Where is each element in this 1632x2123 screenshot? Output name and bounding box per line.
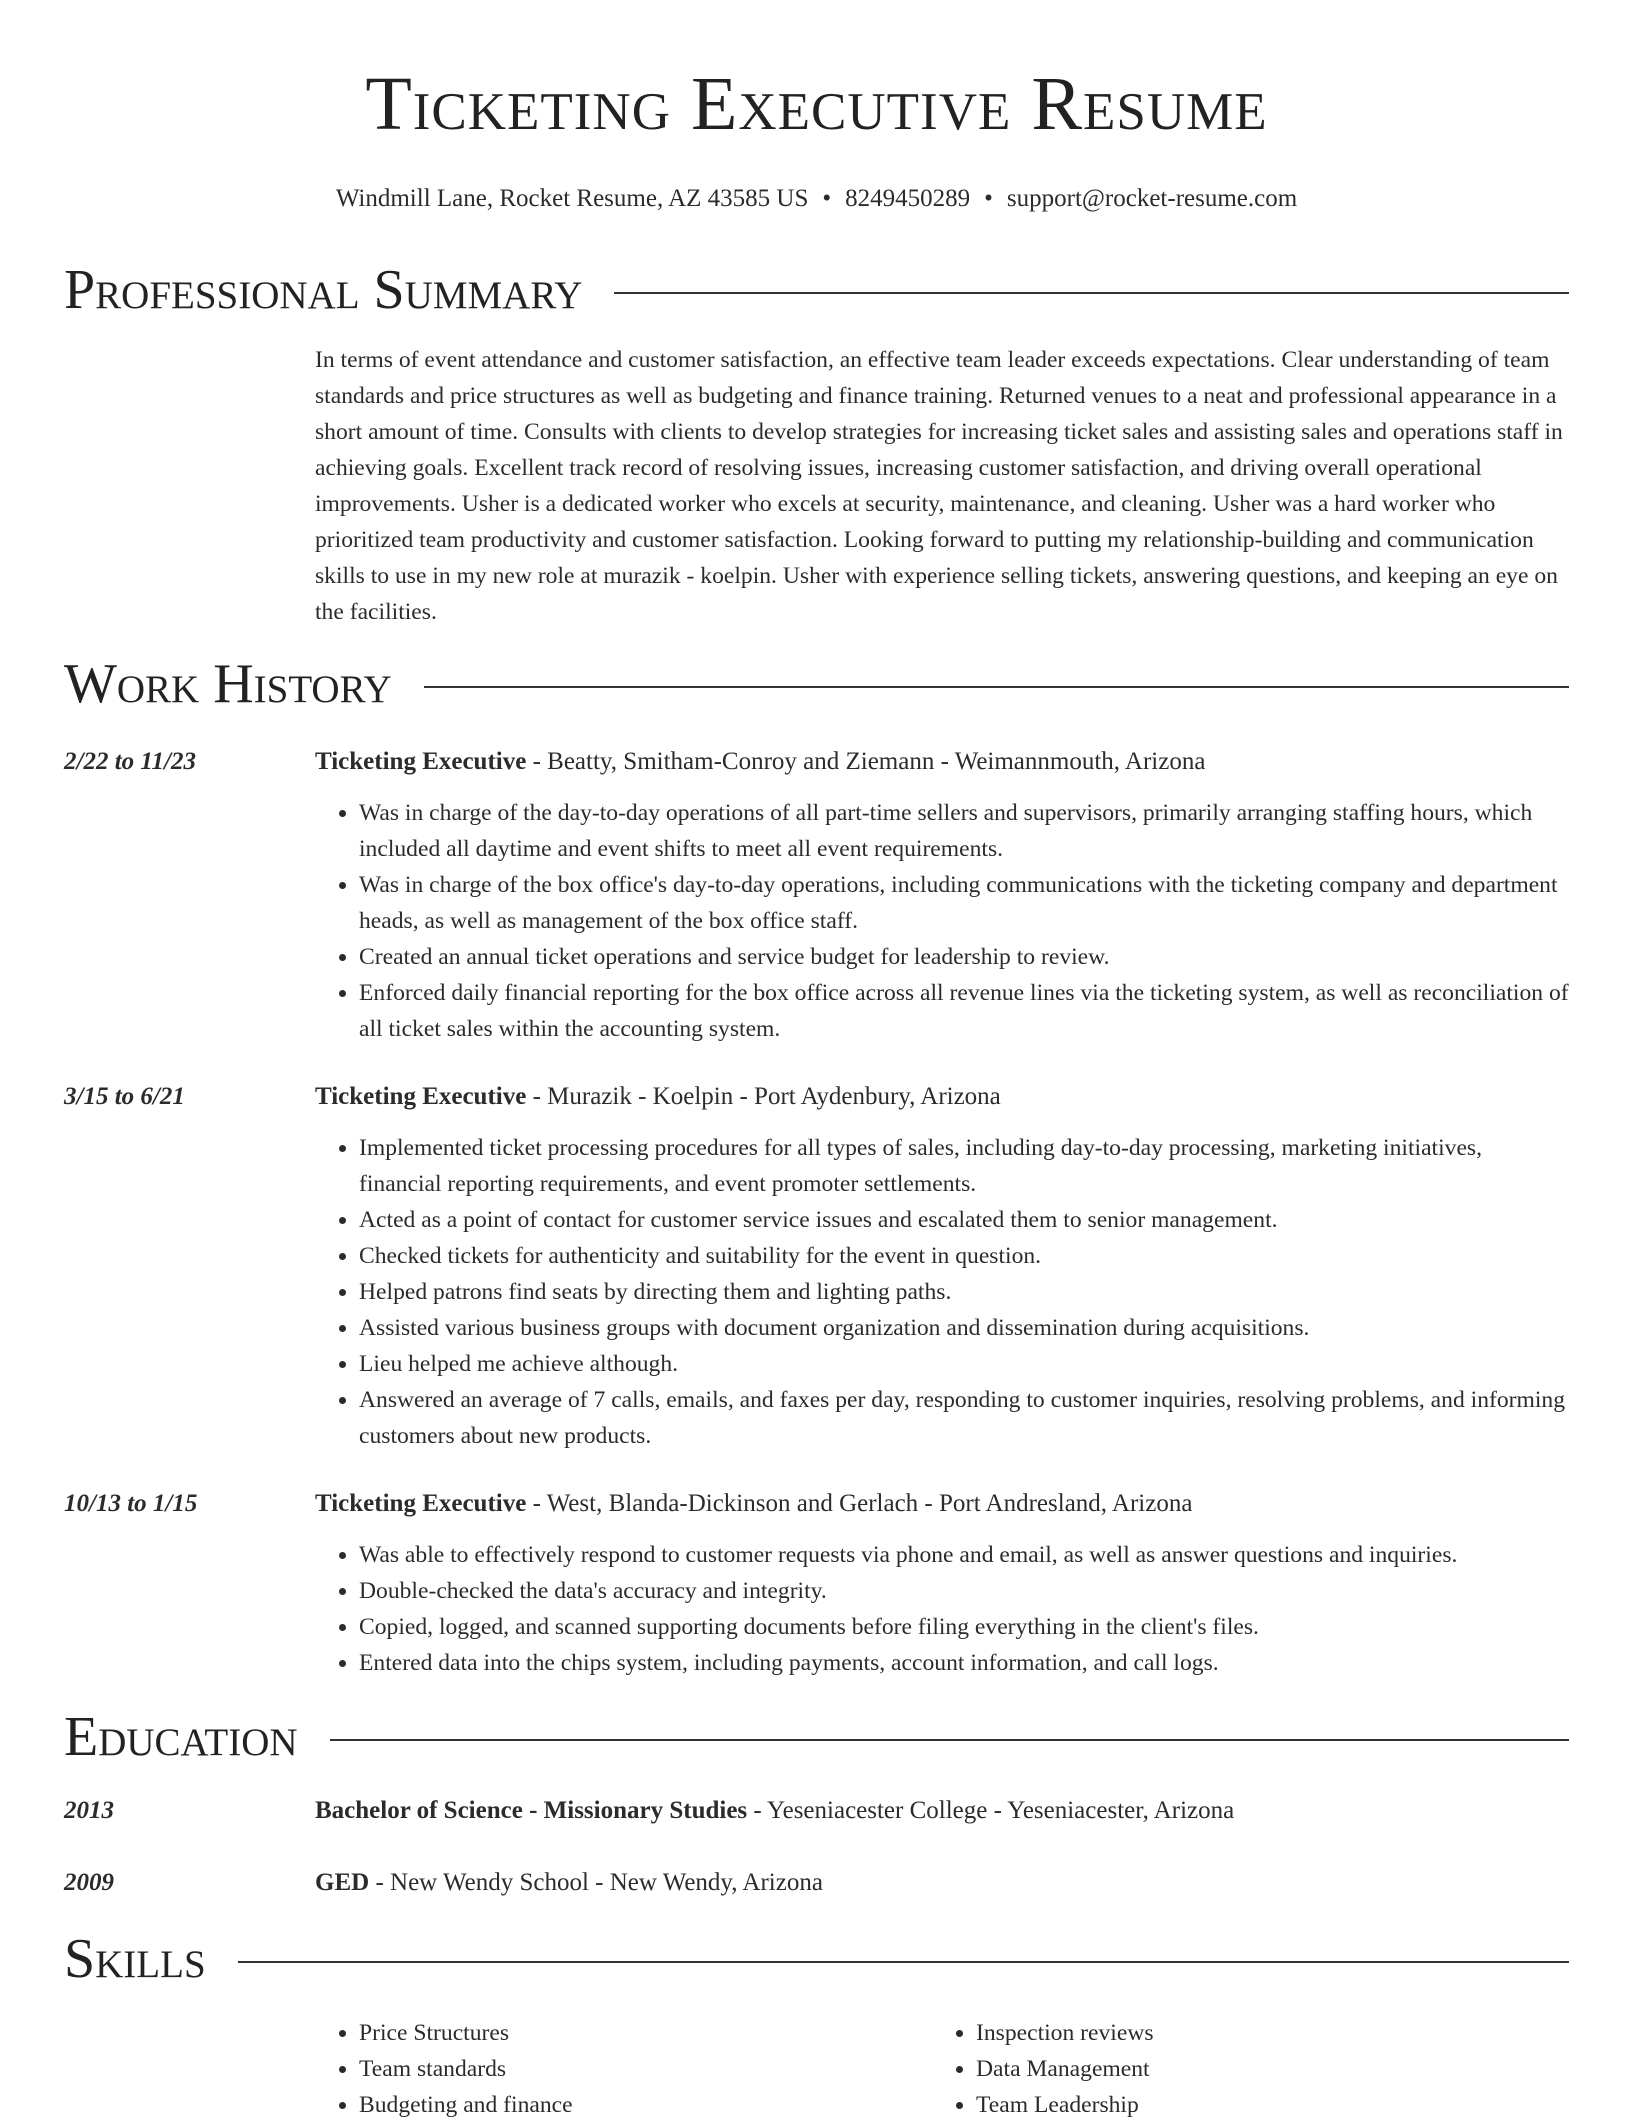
job-date: 3/15 to 6/21 — [64, 1083, 185, 1110]
skills-section-header — [64, 1927, 1569, 1991]
job-title: Ticketing Executive — [315, 1490, 527, 1517]
job-bullet: • Entered data into the chips system, including payments, account information, and call logs. — [359, 1645, 1569, 1681]
job-heading — [315, 1079, 1569, 1115]
page-title: Ticketing Executive Resume — [365, 62, 1268, 146]
skills-heading: Skills — [64, 1928, 206, 1990]
section-divider — [614, 292, 1569, 294]
resume-page — [64, 0, 1569, 2123]
skill-item: • Inspection reviews — [976, 2015, 1549, 2051]
job-title: Ticketing Executive — [315, 748, 527, 775]
job-bullet: • Was in charge of the day-to-day operations of all part-time sellers and supervisors, primarily arranging staffing hours, which included all daytime and event shifts to meet all event requirements. — [359, 795, 1569, 867]
skills-column-left — [315, 2015, 932, 2123]
contact-email: support@rocket-resume.com — [1006, 185, 1298, 212]
job-bullet: • Created an annual ticket operations and service budget for leadership to review. — [359, 939, 1569, 975]
job-bullet: • Helped patrons find seats by directing them and lighting paths. — [359, 1274, 1569, 1310]
education-heading: Education — [64, 1706, 298, 1768]
education-details: - Yeseniacester College - Yeseniacester, Arizona — [747, 1797, 1235, 1824]
skills-list — [315, 2015, 1569, 2123]
job-bullet: • Checked tickets for authenticity and suitability for the event in question. — [359, 1238, 1569, 1274]
job-entry — [64, 1486, 1569, 1681]
skill-item: • Team Leadership — [976, 2087, 1549, 2123]
work-heading: Work History — [64, 653, 392, 715]
education-degree: GED — [315, 1869, 370, 1896]
section-divider — [330, 1739, 1569, 1741]
education-heading-line — [315, 1793, 1569, 1829]
job-bullet: • Double-checked the data's accuracy and integrity. — [359, 1573, 1569, 1609]
contact-separator: • — [822, 185, 832, 212]
skill-item: • Data Management — [976, 2051, 1549, 2087]
job-date: 2/22 to 11/23 — [64, 748, 196, 775]
job-entry — [64, 744, 1569, 1047]
summary-text: In terms of event attendance and customer satisfaction, an effective team leader exceeds expectations. Clear understanding of team standards and price structures as well as budgeting and finance training. Returned venues to a neat and professional appearance in a short amount of time. Consults with clients to develop strategies for increasing ticket sales and assisting sales and operations staff in achieving goals. Excellent track record of resolving issues, increasing customer satisfaction, and driving overall operational improvements. Usher is a dedicated worker who excels at security, maintenance, and cleaning. Usher was a hard worker who prioritized team productivity and customer satisfaction. Looking forward to putting my relationship-building and communication skills to use in my new role at murazik - koelpin. Usher with experience selling tickets, answering questions, and keeping an eye on the facilities. — [315, 347, 1563, 625]
job-bullets — [315, 795, 1569, 1047]
job-bullets — [315, 1130, 1569, 1454]
education-entry — [64, 1793, 1569, 1829]
work-section-header — [64, 652, 1569, 716]
job-bullet: • Was in charge of the box office's day-to-day operations, including communications with the ticketing company and department heads, as well as management of the box office staff. — [359, 867, 1569, 939]
education-section-header — [64, 1705, 1569, 1769]
education-date: 2009 — [64, 1869, 114, 1896]
contact-phone: 8249450289 — [845, 185, 971, 212]
education-date: 2013 — [64, 1797, 114, 1824]
job-bullet: • Answered an average of 7 calls, emails, and faxes per day, responding to customer inquiries, resolving problems, and informing customers about new products. — [359, 1382, 1569, 1454]
job-bullet: • Assisted various business groups with document organization and dissemination during acquisitions. — [359, 1310, 1569, 1346]
job-details: - West, Blanda-Dickinson and Gerlach - Port Andresland, Arizona — [526, 1490, 1193, 1517]
contact-line — [64, 184, 1569, 214]
section-divider — [424, 686, 1569, 688]
contact-address: Windmill Lane, Rocket Resume, AZ 43585 US — [335, 185, 809, 212]
job-bullet: • Copied, logged, and scanned supporting documents before filing everything in the client's files. — [359, 1609, 1569, 1645]
job-heading — [315, 744, 1569, 780]
education-details: - New Wendy School - New Wendy, Arizona — [369, 1869, 823, 1896]
skills-column-right — [932, 2015, 1549, 2123]
job-date: 10/13 to 1/15 — [64, 1490, 198, 1517]
job-bullet: • Enforced daily financial reporting for the box office across all revenue lines via the ticketing system, as well as reconciliation of all ticket sales within the accounting system. — [359, 975, 1569, 1047]
summary-heading: Professional Summary — [64, 259, 583, 321]
job-bullet: • Was able to effectively respond to customer requests via phone and email, as well as answer questions and inquiries. — [359, 1537, 1569, 1573]
job-bullet: • Implemented ticket processing procedures for all types of sales, including day-to-day processing, marketing initiatives, financial reporting requirements, and event promoter settlements. — [359, 1130, 1569, 1202]
job-details: - Murazik - Koelpin - Port Aydenbury, Arizona — [526, 1083, 1001, 1110]
summary-section-header — [64, 258, 1569, 322]
skill-item: • Team standards — [359, 2051, 932, 2087]
section-divider — [238, 1961, 1569, 1963]
skill-item: • Price Structures — [359, 2015, 932, 2051]
job-title: Ticketing Executive — [315, 1083, 527, 1110]
job-bullet: • Acted as a point of contact for customer service issues and escalated them to senior management. — [359, 1202, 1569, 1238]
education-degree: Bachelor of Science - Missionary Studies — [315, 1797, 748, 1824]
job-heading — [315, 1486, 1569, 1522]
job-details: - Beatty, Smitham-Conroy and Ziemann - Weimannmouth, Arizona — [526, 748, 1206, 775]
contact-separator: • — [984, 185, 993, 212]
job-bullets — [315, 1537, 1569, 1681]
job-entry — [64, 1079, 1569, 1454]
education-entry — [64, 1865, 1569, 1901]
job-bullet: • Lieu helped me achieve although. — [359, 1346, 1569, 1382]
skill-item: • Budgeting and finance — [359, 2087, 932, 2123]
education-heading-line — [315, 1865, 1569, 1901]
